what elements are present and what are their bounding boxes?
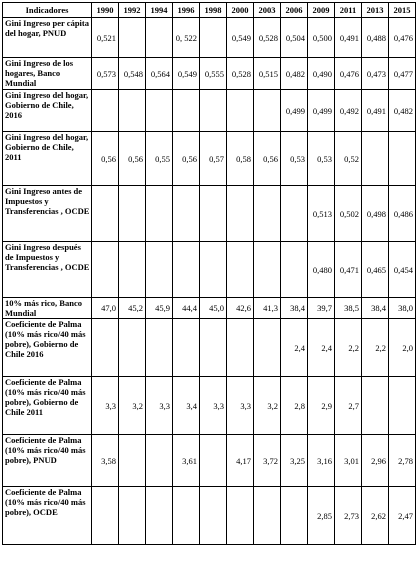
value-cell: 0,454 [389, 242, 416, 298]
value-cell: 0,56 [254, 132, 281, 186]
value-cell: 0,476 [389, 18, 416, 58]
table-row [3, 319, 416, 377]
value-cell [362, 377, 389, 435]
value-cell: 45,0 [200, 298, 227, 319]
value-cell [173, 487, 200, 545]
value-cell: 0,521 [92, 18, 119, 58]
year-column-header: 1994 [146, 3, 173, 18]
value-cell: 45,2 [119, 298, 146, 319]
value-cell [227, 90, 254, 132]
value-cell: 2,47 [389, 487, 416, 545]
value-cell [254, 487, 281, 545]
value-cell: 0,564 [146, 58, 173, 90]
value-cell: 0,477 [389, 58, 416, 90]
value-cell [389, 132, 416, 186]
value-cell: 0,482 [281, 58, 308, 90]
indicator-label: Gini Ingreso del hogar, Gobierno de Chile, 2016 [3, 90, 92, 132]
value-cell: 2,0 [389, 319, 416, 377]
value-cell: 3,72 [254, 435, 281, 487]
value-cell: 0,55 [146, 132, 173, 186]
value-cell: 0, 522 [173, 18, 200, 58]
value-cell [92, 186, 119, 242]
value-cell: 0,492 [335, 90, 362, 132]
indicator-label: Coeficiente de Palma (10% más rico/40 más pobre), PNUD [3, 435, 92, 487]
value-cell: 3,2 [254, 377, 281, 435]
value-cell: 38,0 [389, 298, 416, 319]
header-row [3, 3, 416, 18]
value-cell: 3,01 [335, 435, 362, 487]
value-cell: 0,528 [227, 58, 254, 90]
value-cell: 0,488 [362, 18, 389, 58]
value-cell: 0,499 [281, 90, 308, 132]
inequality-indicators-table [2, 2, 416, 545]
table-body [3, 18, 416, 545]
value-cell: 0,504 [281, 18, 308, 58]
table-row [3, 435, 416, 487]
value-cell: 0,52 [335, 132, 362, 186]
value-cell [200, 435, 227, 487]
value-cell: 0,498 [362, 186, 389, 242]
indicator-label: Coeficiente de Palma (10% más rico/40 más pobre), Gobierno de Chile 2011 [3, 377, 92, 435]
value-cell: 0,58 [227, 132, 254, 186]
value-cell: 0,56 [92, 132, 119, 186]
value-cell: 2,62 [362, 487, 389, 545]
value-cell: 0,549 [227, 18, 254, 58]
value-cell: 0,502 [335, 186, 362, 242]
indicator-column-header: Indicadores [3, 3, 92, 18]
value-cell: 3,3 [92, 377, 119, 435]
value-cell [146, 18, 173, 58]
indicator-label: Coeficiente de Palma (10% más rico/40 más pobre), OCDE [3, 487, 92, 545]
value-cell: 42,6 [227, 298, 254, 319]
value-cell [200, 18, 227, 58]
value-cell: 38,4 [362, 298, 389, 319]
value-cell [200, 319, 227, 377]
value-cell: 0,53 [308, 132, 335, 186]
indicator-label: Gini Ingreso de los hogares, Banco Mundial [3, 58, 92, 90]
value-cell [173, 242, 200, 298]
value-cell [119, 242, 146, 298]
indicator-label: Gini Ingreso antes de Impuestos y Transferencias , OCDE [3, 186, 92, 242]
table-row [3, 298, 416, 319]
value-cell [119, 186, 146, 242]
value-cell [92, 90, 119, 132]
value-cell [389, 377, 416, 435]
year-column-header: 2009 [308, 3, 335, 18]
year-column-header: 1992 [119, 3, 146, 18]
year-column-header: 2011 [335, 3, 362, 18]
value-cell [200, 90, 227, 132]
value-cell [146, 186, 173, 242]
indicator-label: Coeficiente de Palma (10% más rico/40 más pobre), Gobierno de Chile 2016 [3, 319, 92, 377]
value-cell: 2,9 [308, 377, 335, 435]
value-cell: 38,4 [281, 298, 308, 319]
value-cell: 0,471 [335, 242, 362, 298]
value-cell [173, 90, 200, 132]
year-column-header: 2003 [254, 3, 281, 18]
value-cell: 3,25 [281, 435, 308, 487]
value-cell: 3,4 [173, 377, 200, 435]
value-cell [254, 242, 281, 298]
value-cell: 0,549 [173, 58, 200, 90]
value-cell: 2,73 [335, 487, 362, 545]
year-column-header: 1990 [92, 3, 119, 18]
value-cell: 0,548 [119, 58, 146, 90]
year-column-header: 2006 [281, 3, 308, 18]
value-cell [146, 319, 173, 377]
value-cell: 0,482 [389, 90, 416, 132]
value-cell: 38,5 [335, 298, 362, 319]
value-cell: 2,78 [389, 435, 416, 487]
value-cell [119, 319, 146, 377]
value-cell: 45,9 [146, 298, 173, 319]
value-cell [362, 132, 389, 186]
value-cell: 0,491 [335, 18, 362, 58]
value-cell: 47,0 [92, 298, 119, 319]
value-cell: 0,528 [254, 18, 281, 58]
value-cell: 0,513 [308, 186, 335, 242]
value-cell [146, 435, 173, 487]
value-cell [281, 487, 308, 545]
value-cell [119, 487, 146, 545]
value-cell [146, 90, 173, 132]
value-cell: 41,3 [254, 298, 281, 319]
value-cell [92, 319, 119, 377]
year-column-header: 2013 [362, 3, 389, 18]
value-cell: 2,7 [335, 377, 362, 435]
indicator-label: Gini Ingreso del hogar, Gobierno de Chile, 2011 [3, 132, 92, 186]
indicator-label: 10% más rico, Banco Mundial [3, 298, 92, 319]
value-cell: 0,573 [92, 58, 119, 90]
value-cell [173, 186, 200, 242]
value-cell: 3,16 [308, 435, 335, 487]
value-cell [92, 242, 119, 298]
value-cell: 3,2 [119, 377, 146, 435]
value-cell: 3,3 [200, 377, 227, 435]
value-cell: 44,4 [173, 298, 200, 319]
value-cell: 2,85 [308, 487, 335, 545]
value-cell [227, 242, 254, 298]
value-cell: 0,56 [119, 132, 146, 186]
value-cell: 0,515 [254, 58, 281, 90]
value-cell: 2,8 [281, 377, 308, 435]
value-cell [173, 319, 200, 377]
value-cell: 0,486 [389, 186, 416, 242]
value-cell [92, 487, 119, 545]
value-cell [146, 242, 173, 298]
year-column-header: 2000 [227, 3, 254, 18]
table-row [3, 132, 416, 186]
value-cell: 2,2 [362, 319, 389, 377]
value-cell: 0,555 [200, 58, 227, 90]
indicator-label: Gini Ingreso después de Impuestos y Transferencias , OCDE [3, 242, 92, 298]
value-cell: 0,465 [362, 242, 389, 298]
year-column-header: 2015 [389, 3, 416, 18]
value-cell [227, 319, 254, 377]
value-cell [254, 90, 281, 132]
value-cell: 2,4 [281, 319, 308, 377]
value-cell: 0,490 [308, 58, 335, 90]
value-cell: 3,3 [227, 377, 254, 435]
value-cell: 2,96 [362, 435, 389, 487]
value-cell [119, 435, 146, 487]
year-column-header: 1996 [173, 3, 200, 18]
value-cell [200, 186, 227, 242]
value-cell: 0,57 [200, 132, 227, 186]
value-cell [281, 242, 308, 298]
value-cell: 0,480 [308, 242, 335, 298]
year-column-header: 1998 [200, 3, 227, 18]
value-cell [119, 18, 146, 58]
value-cell [281, 186, 308, 242]
value-cell: 39,7 [308, 298, 335, 319]
value-cell: 2,2 [335, 319, 362, 377]
value-cell: 2,4 [308, 319, 335, 377]
value-cell: 0,53 [281, 132, 308, 186]
value-cell [254, 319, 281, 377]
value-cell: 0,491 [362, 90, 389, 132]
table-row [3, 186, 416, 242]
value-cell [200, 487, 227, 545]
table-row [3, 242, 416, 298]
value-cell: 3,3 [146, 377, 173, 435]
value-cell [200, 242, 227, 298]
value-cell: 3,61 [173, 435, 200, 487]
value-cell [119, 90, 146, 132]
value-cell [146, 487, 173, 545]
value-cell: 0,499 [308, 90, 335, 132]
table-row [3, 90, 416, 132]
value-cell [227, 487, 254, 545]
value-cell: 0,56 [173, 132, 200, 186]
table-row [3, 377, 416, 435]
value-cell: 4,17 [227, 435, 254, 487]
indicator-label: Gini Ingreso per cápita del hogar, PNUD [3, 18, 92, 58]
table-row [3, 58, 416, 90]
value-cell: 0,476 [335, 58, 362, 90]
value-cell: 0,500 [308, 18, 335, 58]
value-cell [227, 186, 254, 242]
table-row [3, 18, 416, 58]
value-cell: 3,58 [92, 435, 119, 487]
value-cell [254, 186, 281, 242]
table-row [3, 487, 416, 545]
value-cell: 0,473 [362, 58, 389, 90]
